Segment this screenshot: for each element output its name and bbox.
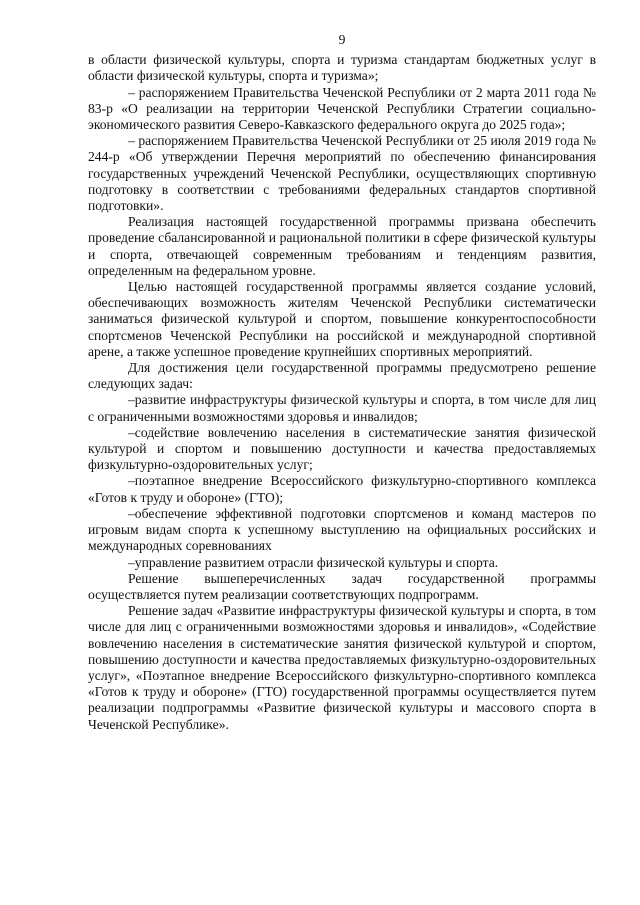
list-item-athlete-training: –обеспечение эффективной подготовки спортсменов и команд мастеров по игровым видам спорта к успешному выступлению на официальных российских и международных соревнованиях	[88, 505, 596, 554]
list-item-infrastructure: –развитие инфраструктуры физической культуры и спорта, в том числе для лиц с ограниченными возможностями здоровья и инвалидов;	[88, 392, 596, 424]
page-number: 9	[338, 32, 346, 47]
paragraph-implementation: Реализация настоящей государственной программы призвана обеспечить проведение сбалансированной и рациональной политики в сфере физической культуры и спорта, отвечающей современным требованиям и тенденциям развития, определенным на федеральном уровне.	[88, 214, 596, 278]
paragraph-tasks-intro: Для достижения цели государственной программы предусмотрено решение следующих задач:	[88, 360, 596, 392]
document-page	[88, 32, 596, 733]
paragraph-standards-continuation: в области физической культуры, спорта и туризма стандартам бюджетных услуг в области физической культуры, спорта и туризма»;	[88, 52, 596, 84]
paragraph-order-244r: – распоряжением Правительства Чеченской Республики от 25 июля 2019 года № 244-р «Об утверждении Перечня мероприятий по обеспечению финансирования государственных учреждений Чеченской Республики, осуществляющих спортивную подготовку в соответствии с требованиями федеральных стандартов спортивной подготовки».	[88, 133, 596, 214]
paragraph-subprograms: Решение вышеперечисленных задач государственной программы осуществляется путем реализации соответствующих подпрограмм.	[88, 570, 596, 602]
list-item-involvement: –содействие вовлечению населения в систематические занятия физической культурой и спортом и повышению доступности и качества предоставляемых физкультурно-оздоровительных услуг;	[88, 424, 596, 473]
paragraph-goal: Целью настоящей государственной программы является создание условий, обеспечивающих возможность жителям Чеченской Республики систематически заниматься физической культурой и спортом, повышение конкурентоспособности спортсменов Чеченской Республики на российской и международной спортивной арене, а также успешное проведение крупнейших спортивных мероприятий.	[88, 279, 596, 359]
paragraph-subprogram-solution: Решение задач «Развитие инфраструктуры физической культуры и спорта, в том числе для лиц с ограниченными возможностями здоровья и инвалидов», «Содействие вовлечению населения в систематические занятия физической культурой и спортом, повышению доступности и качества предоставляемых физкультурно-оздоровительных услуг», «Поэтапное внедрение Всероссийского физкультурно-спортивного комплекса «Готов к труду и обороне» (ГТО) государственной программы осуществляется путем реализации подпрограммы «Развитие физической культуры и массового спорта в Чеченской Республике».	[88, 603, 596, 732]
list-item-gto: –поэтапное внедрение Всероссийского физкультурно-спортивного комплекса «Готов к труду и обороне» (ГТО);	[88, 473, 596, 505]
list-item-management: –управление развитием отрасли физической культуры и спорта.	[128, 554, 499, 570]
paragraph-order-83r: – распоряжением Правительства Чеченской Республики от 2 марта 2011 года № 83-р «О реализации на территории Чеченской Республики Стратегии социально-экономического развития Северо-Кавказского федерального округа до 2025 года»;	[88, 84, 596, 133]
